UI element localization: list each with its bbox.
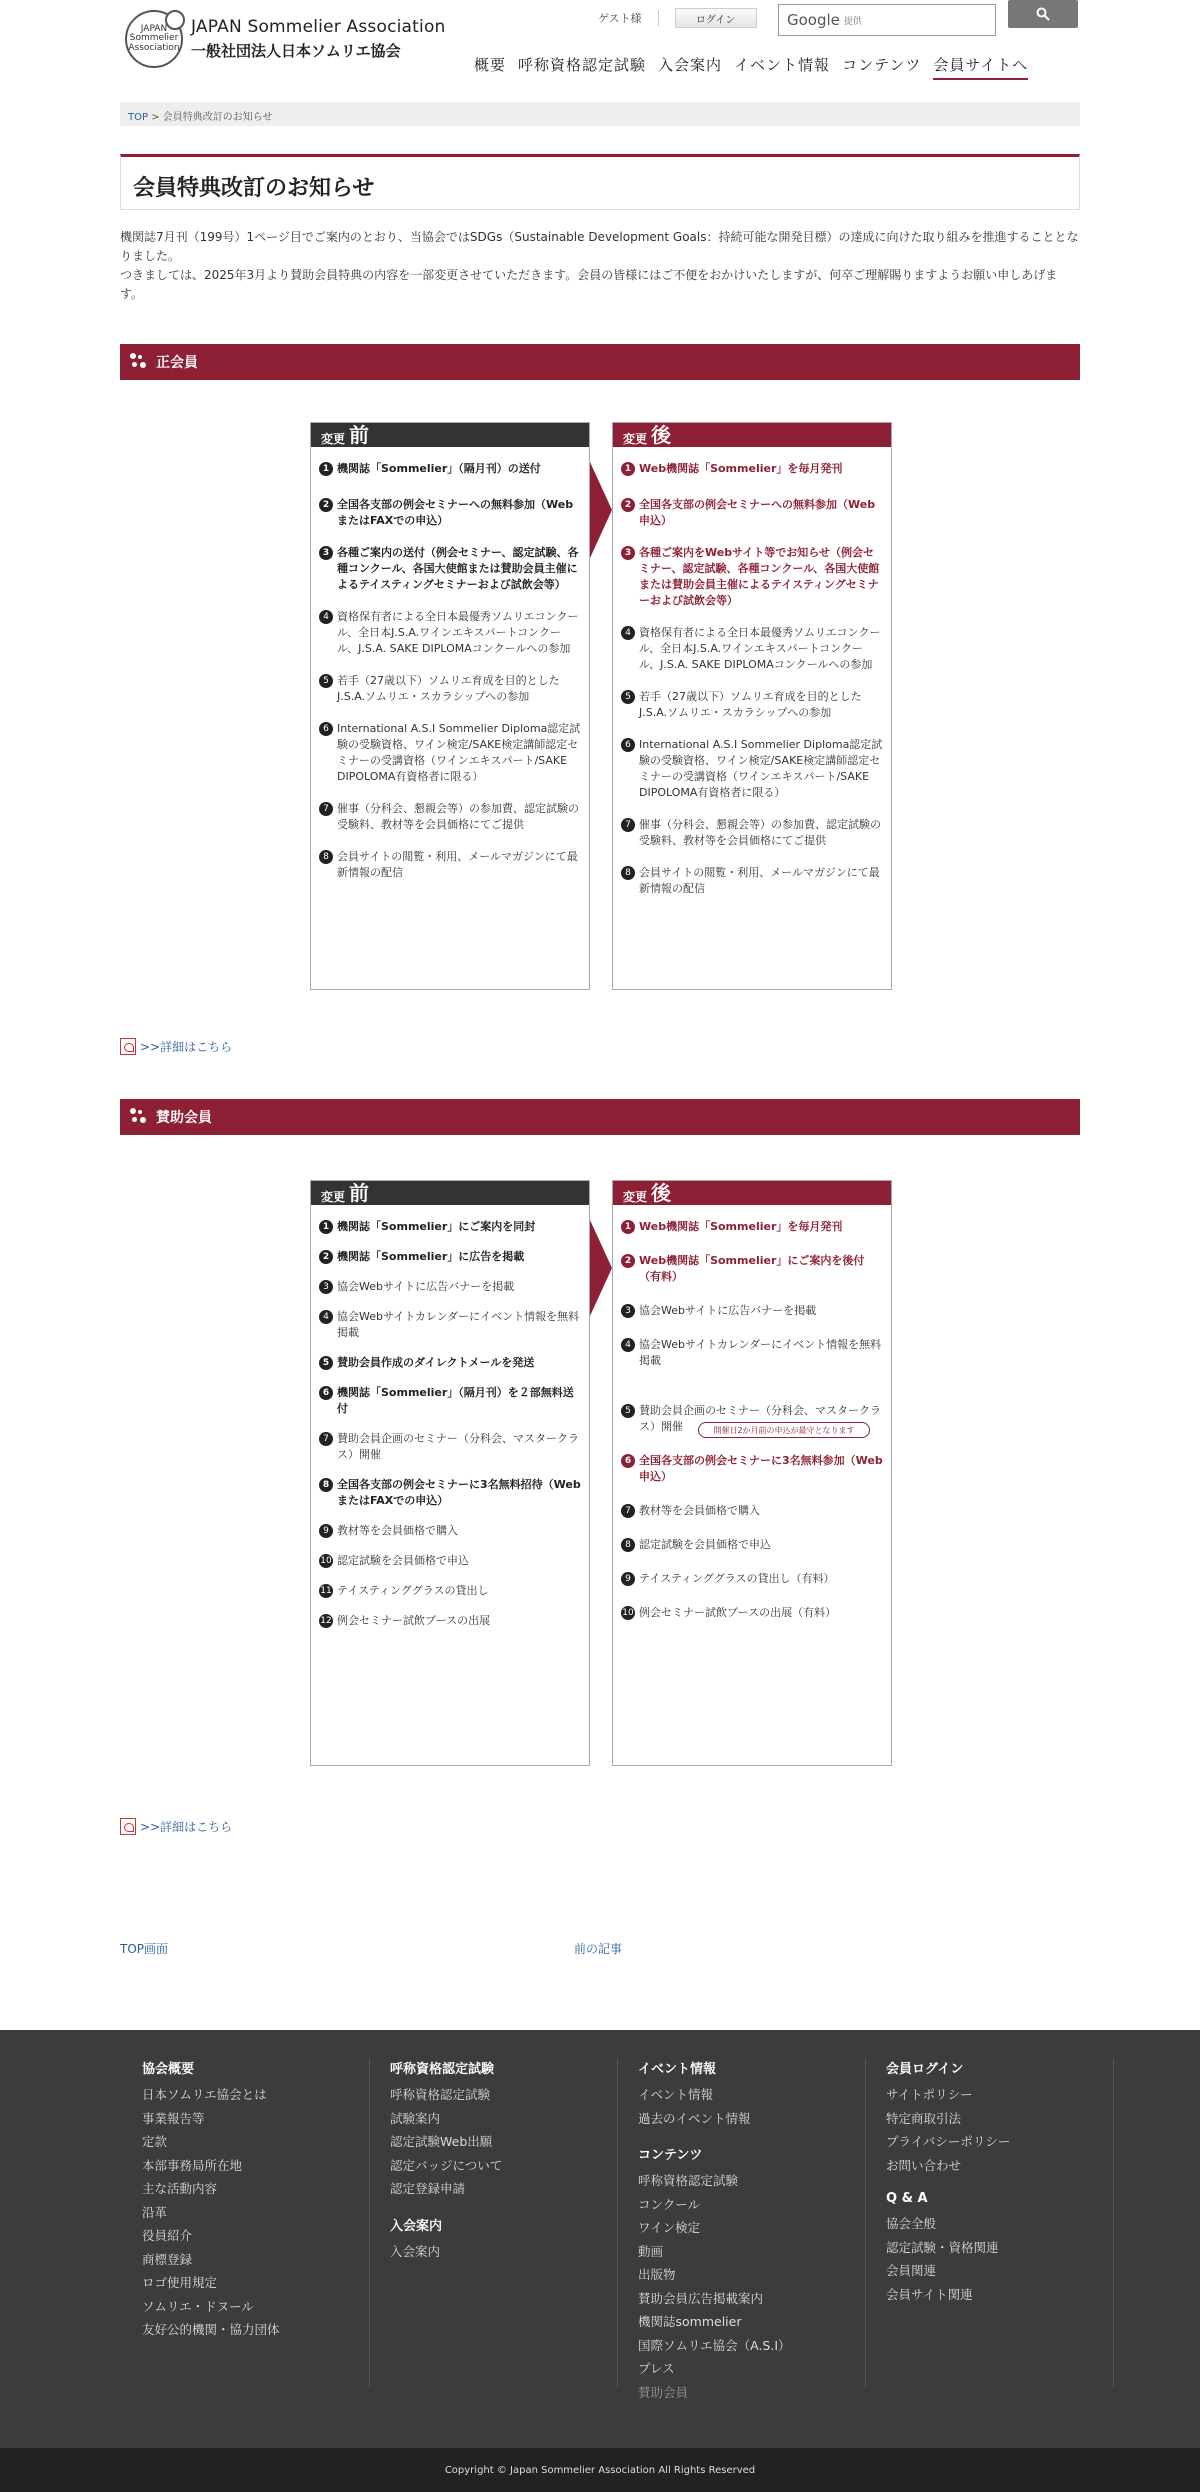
list-item <box>319 1219 581 1235</box>
list-item-text: 機関誌「Sommelier」（隔月刊）の送付 <box>337 462 541 475</box>
list-item <box>621 461 883 477</box>
footer-link[interactable]: 定款 <box>142 2134 168 2149</box>
number-badge: 8 <box>319 1478 333 1492</box>
list-item-text: 全国各支部の例会セミナーに3名無料参加（Web申込） <box>639 1454 883 1483</box>
number-badge: 3 <box>319 1280 333 1294</box>
list-item-text: 各種ご案内をWebサイト等でお知らせ（例会セミナー、認定試験、各種コンクール、各国大使館または賛助会員主催によるテイスティングセミナーおよび試飲会等） <box>639 546 880 607</box>
footer-col-about: 協会概要 日本ソムリエ協会とは 事業報告等 定款 本部事務局所在地 主な活動内容 沿革 役員紹介 商標登録 ロゴ使用規定 ソムリエ・ドヌール 友好公的機関・協力団体 <box>122 2058 370 2388</box>
number-badge: 5 <box>621 1404 635 1418</box>
footer-link[interactable]: 会員関連 <box>886 2263 937 2278</box>
footer-link[interactable]: 賛助会員 <box>638 2384 689 2400</box>
list-item <box>319 1249 581 1265</box>
list-item <box>319 609 581 657</box>
footer-col-events: イベント情報 イベント情報 過去のイベント情報 コンテンツ 呼称資格認定試験 コンクール ワイン検定 動画 出版物 賛助会員広告掲載案内 機関誌sommelier 国際ソムリエ協会（A.S.I） プレス 賛助会員 <box>618 2058 866 2388</box>
nav-item-contents[interactable]: コンテンツ <box>842 56 922 74</box>
footer-link[interactable]: 認定登録申請 <box>390 2181 466 2196</box>
footer-link[interactable]: 友好公的機関・協力団体 <box>142 2322 280 2337</box>
regular-after-panel: 変更 後 1 Web機関誌「Sommelier」を毎月発刊 2 全国各支部の例会セミナーへの無料参加（Web申込） 3 各種ご案内をWebサイト等でお知らせ（例会セミナー、認定試験、各種コンクール、各国大使館または賛助会員主催によるテイスティングセミナーおよび試飲会等） 4 資格保有者による全日本最優秀ソムリエコンクール、全日本J.S.A.ワインエキスパートコンクール、J.S.A. SAKE DIPLOMAコンクールへの参加 5 若手（27歳以下）ソムリエ育成を目的としたJ.S.A.ソムリエ・スカラシップへの参加 6 International A.S.I Sommelier Diploma認定試験の受験資格、ワイン検定/SAKE検定講師認定セミナーの受講資格（ワインエキスパート/SAKE DIPOLOMA有資格者に限る） 7 催事（分科会、懇親会等）の参加費、認定試験の受験料、教材等を会員価格にてご提供 8 会員サイトの閲覧・利用、メールマガジンにて最新情報の配信 <box>612 422 892 990</box>
arrow-icon <box>590 1220 612 1316</box>
nav-item-member-site[interactable]: 会員サイトへ <box>933 54 1028 80</box>
login-button[interactable]: ログイン <box>675 8 757 28</box>
list-item-text: 協会Webサイトに広告バナーを掲載 <box>337 1280 515 1293</box>
site-header <box>0 0 1200 90</box>
list-item-text: 機関誌「Sommelier」にご案内を同封 <box>337 1220 536 1233</box>
footer-link[interactable]: イベント情報 <box>638 2087 714 2102</box>
footer-link[interactable]: サイトポリシー <box>886 2087 973 2102</box>
footer-link[interactable]: 試験案内 <box>390 2110 441 2126</box>
number-badge: 10 <box>622 1608 634 1618</box>
list-item <box>319 721 581 785</box>
pdf-icon <box>120 1818 136 1835</box>
footer-link[interactable]: 呼称資格認定試験 <box>390 2087 491 2102</box>
list-item <box>319 849 581 881</box>
list-item-text: 教材等を会員価格で購入 <box>639 1504 760 1517</box>
number-badge: 8 <box>621 866 635 880</box>
list-item <box>621 1453 883 1485</box>
list-item-text: 例会セミナー試飲ブースの出展 <box>337 1614 491 1627</box>
footer-link[interactable]: ワイン検定 <box>638 2220 701 2235</box>
list-item-text: Web機関誌「Sommelier」にご案内を後付（有料） <box>639 1254 865 1283</box>
list-item <box>319 1431 581 1463</box>
list-item <box>319 1523 581 1539</box>
pager-top-link[interactable]: TOP画面 <box>120 1942 169 1956</box>
section-heading-supporting: 賛助会員 <box>120 1099 1080 1135</box>
nav-item-events[interactable]: イベント情報 <box>734 56 831 74</box>
list-item-text: 全国各支部の例会セミナーへの無料参加（Web申込） <box>639 498 876 527</box>
search-button[interactable] <box>1008 0 1078 28</box>
list-item-text: International A.S.I Sommelier Diploma認定試験の受験資格、ワイン検定/SAKE検定講師認定セミナーの受講資格（ワインエキスパート/SAKE DIPOLOMA有資格者に限る） <box>639 738 883 799</box>
number-badge: 1 <box>319 1220 333 1234</box>
logo-seal: JAPAN Sommelier Association <box>125 10 183 68</box>
list-item-text: 認定試験を会員価格で申込 <box>639 1538 771 1551</box>
number-badge: 5 <box>319 674 333 688</box>
list-item-text: 若手（27歳以下）ソムリエ育成を目的としたJ.S.A.ソムリエ・スカラシップへの参加 <box>337 674 560 703</box>
list-item-text: 賛助会員企画のセミナー（分科会、マスタークラス）開催 <box>639 1404 881 1433</box>
list-item-text: 若手（27歳以下）ソムリエ育成を目的としたJ.S.A.ソムリエ・スカラシップへの参加 <box>639 690 862 719</box>
footer-link[interactable]: 特定商取引法 <box>886 2110 962 2126</box>
number-badge: 2 <box>621 498 635 512</box>
footer-link[interactable]: プライバシーポリシー <box>886 2134 1011 2149</box>
list-item <box>621 625 883 673</box>
breadcrumb-current: 会員特典改訂のお知らせ <box>162 112 273 123</box>
number-badge: 6 <box>621 1454 635 1468</box>
page-title: 会員特典改訂のお知らせ <box>120 154 1080 210</box>
number-badge: 10 <box>320 1556 332 1566</box>
supporting-after-list <box>613 1205 891 1621</box>
number-badge: 12 <box>320 1616 332 1626</box>
number-badge: 11 <box>320 1586 332 1596</box>
list-item-text: テイスティンググラスの貸出し（有料） <box>639 1572 835 1585</box>
list-item-text: 協会Webサイトカレンダーにイベント情報を無料掲載 <box>639 1338 882 1367</box>
number-badge: 6 <box>621 738 635 752</box>
list-item <box>621 1337 883 1369</box>
list-item <box>621 1571 883 1587</box>
list-item <box>621 1537 883 1553</box>
list-item <box>319 1385 581 1417</box>
list-item-text: 催事（分科会、懇親会等）の参加費、認定試験の受験料、教材等を会員価格にてご提供 <box>337 802 579 831</box>
nav-item-exam[interactable]: 呼称資格認定試験 <box>518 56 647 74</box>
footer-link[interactable]: 事業報告等 <box>142 2110 205 2126</box>
footer-link[interactable]: ソムリエ・ドヌール <box>142 2298 254 2314</box>
number-badge: 7 <box>621 818 635 832</box>
search-placeholder: 提供 <box>843 16 862 27</box>
number-badge: 6 <box>319 722 333 736</box>
regular-before-list <box>311 447 589 881</box>
list-item-text: 資格保有者による全日本最優秀ソムリエコンクール、全日本J.S.A.ワインエキスパートコンクール、J.S.A. SAKE DIPLOMAコンクールへの参加 <box>639 626 881 671</box>
list-item-text: テイスティンググラスの貸出し <box>337 1584 489 1597</box>
notice-badge: 開催日2か月前の申込が最守となります <box>698 1422 870 1438</box>
global-nav <box>474 54 1040 80</box>
copyright: Copyright © Japan Sommelier Association All Rights Reserved <box>0 2448 1200 2492</box>
list-item <box>621 1605 883 1621</box>
footer-link[interactable]: 会員サイト関連 <box>886 2286 973 2302</box>
number-badge: 4 <box>621 626 635 640</box>
site-logo[interactable] <box>125 10 446 68</box>
section-heading-regular: 正会員 <box>120 344 1080 380</box>
logo-japanese: 一般社団法人日本ソムリエ協会 <box>191 42 401 60</box>
list-item-text: 協会Webサイトに広告バナーを掲載 <box>639 1304 817 1317</box>
intro-text: 機関誌7月刊（199号）1ページ目でご案内のとおり、当協会ではSDGs（Sustainable Development Goals：持続可能な開発目標）の達成に向けた取り組みを推進することとなりました。 つきましては、2025年3月より賛助会員特典の内容を一部変更させていただきます。会員の皆様にはご不便をおかけいたしますが、何卒ご理解賜りますようお願い申しあげます。 <box>120 230 1079 301</box>
list-item <box>621 689 883 721</box>
list-item <box>319 1613 581 1629</box>
supporting-before-list <box>311 1205 589 1629</box>
number-badge: 1 <box>621 1220 635 1234</box>
list-item-text: 資格保有者による全日本最優秀ソムリエコンクール、全日本J.S.A.ワインエキスパートコンクール、J.S.A. SAKE DIPLOMAコンクールへの参加 <box>337 610 579 655</box>
list-item-text: 例会セミナー試飲ブースの出展（有料） <box>639 1606 837 1619</box>
breadcrumb-top[interactable]: TOP <box>128 112 149 123</box>
list-item-text: 各種ご案内の送付（例会セミナー、認定試験、各種コンクール、各国大使館または賛助会員主催によるテイスティングセミナーおよび試飲会等） <box>337 546 579 591</box>
list-item <box>621 1303 883 1319</box>
number-badge: 3 <box>621 1304 635 1318</box>
footer-link[interactable]: 機関誌sommelier <box>638 2314 742 2329</box>
list-item <box>319 497 581 529</box>
number-badge: 7 <box>319 802 333 816</box>
number-badge: 3 <box>621 546 635 560</box>
list-item-text: Web機関誌「Sommelier」を毎月発刊 <box>639 1220 843 1233</box>
search-icon <box>1036 7 1050 21</box>
supporting-detail-link[interactable]: >>詳細はこちら <box>120 1818 232 1835</box>
number-badge: 5 <box>621 690 635 704</box>
supporting-after-panel: 変更 後 1 Web機関誌「Sommelier」を毎月発刊 2 Web機関誌「Sommelier」にご案内を後付（有料） 3 協会Webサイトに広告バナーを掲載 4 協会Webサイトカレンダーにイベント情報を無料掲載 5 賛助会員企画のセミナー（分科会、マスタークラス）開催 6 全国各支部の例会セミナーに3名無料参加（Web申込） 7 教材等を会員価格で購入 8 認定試験を会員価格で申込 9 テイスティンググラスの貸出し（有料） 10 例会セミナー試飲ブースの出展（有料） <box>612 1180 892 1766</box>
number-badge: 1 <box>319 462 333 476</box>
list-item-text: 機関誌「Sommelier」に広告を掲載 <box>337 1250 525 1263</box>
list-item-text: 全国各支部の例会セミナーへの無料参加（WebまたはFAXでの申込） <box>337 498 574 527</box>
list-item-text: 賛助会員企画のセミナー（分科会、マスタークラス）開催 <box>337 1432 579 1461</box>
logo-english: JAPAN Sommelier Association <box>191 17 446 37</box>
list-item-text: 教材等を会員価格で購入 <box>337 1524 458 1537</box>
footer-link[interactable]: 本部事務局所在地 <box>142 2157 243 2173</box>
list-item <box>319 801 581 833</box>
number-badge: 9 <box>319 1524 333 1538</box>
number-badge: 7 <box>621 1504 635 1518</box>
number-badge: 2 <box>319 1250 333 1264</box>
list-item-text: 全国各支部の例会セミナーに3名無料招待（WebまたはFAXでの申込） <box>337 1478 581 1507</box>
nav-item-overview[interactable]: 概要 <box>474 56 507 74</box>
list-item <box>621 1253 883 1285</box>
number-badge: 9 <box>621 1572 635 1586</box>
number-badge: 4 <box>319 1310 333 1324</box>
list-item <box>319 673 581 705</box>
footer-link[interactable]: 日本ソムリエ協会とは <box>142 2087 267 2102</box>
regular-after-list <box>613 447 891 897</box>
search-input[interactable] <box>778 4 996 36</box>
footer-link[interactable]: 動画 <box>638 2243 664 2259</box>
number-badge: 8 <box>621 1538 635 1552</box>
list-item <box>621 497 883 529</box>
list-item-text: International A.S.I Sommelier Diploma認定試験の受験資格、ワイン検定/SAKE検定講師認定セミナーの受講資格（ワインエキスパート/SAKE DIPOLOMA有資格者に限る） <box>337 722 581 783</box>
list-item-text: 認定試験を会員価格で申込 <box>337 1554 469 1567</box>
footer-link[interactable]: 認定試験Web出願 <box>390 2134 493 2149</box>
pdf-icon <box>120 1038 136 1055</box>
number-badge: 4 <box>621 1338 635 1352</box>
number-badge: 2 <box>621 1254 635 1268</box>
footer-link[interactable]: 認定試験・資格関連 <box>886 2239 999 2255</box>
footer-link[interactable]: 過去のイベント情報 <box>638 2110 751 2126</box>
list-item <box>319 545 581 593</box>
footer-link[interactable]: 呼称資格認定試験 <box>638 2173 739 2188</box>
list-item <box>621 865 883 897</box>
site-footer <box>0 2030 1200 2448</box>
list-item <box>319 461 581 477</box>
footer-link[interactable]: 入会案内 <box>390 2243 441 2259</box>
google-brand: Google <box>787 11 840 29</box>
footer-link[interactable]: 出版物 <box>638 2267 676 2282</box>
number-badge: 2 <box>319 498 333 512</box>
list-item-text: Web機関誌「Sommelier」を毎月発刊 <box>639 462 843 475</box>
footer-link[interactable]: コンクール <box>638 2196 701 2212</box>
breadcrumb: TOP > 会員特典改訂のお知らせ <box>120 102 1080 126</box>
number-badge: 8 <box>319 850 333 864</box>
pager-prev-link[interactable]: 前の記事 <box>574 1942 623 1956</box>
number-badge: 6 <box>319 1386 333 1400</box>
regular-before-panel: 変更 前 1 機関誌「Sommelier」（隔月刊）の送付 2 全国各支部の例会セミナーへの無料参加（WebまたはFAXでの申込） 3 各種ご案内の送付（例会セミナー、認定試験、各種コンクール、各国大使館または賛助会員主催によるテイスティングセミナーおよび試飲会等） 4 資格保有者による全日本最優秀ソムリエコンクール、全日本J.S.A.ワインエキスパートコンクール、J.S.A. SAKE DIPLOMAコンクールへの参加 5 若手（27歳以下）ソムリエ育成を目的としたJ.S.A.ソムリエ・スカラシップへの参加 6 International A.S.I Sommelier Diploma認定試験の受験資格、ワイン検定/SAKE検定講師認定セミナーの受講資格（ワインエキスパート/SAKE DIPOLOMA有資格者に限る） 7 催事（分科会、懇親会等）の参加費、認定試験の受験料、教材等を会員価格にてご提供 8 会員サイトの閲覧・利用、メールマガジンにて最新情報の配信 <box>310 422 590 990</box>
list-item <box>319 1553 581 1569</box>
list-item-text: 賛助会員作成のダイレクトメールを発送 <box>337 1356 535 1369</box>
footer-link[interactable]: 主な活動内容 <box>142 2181 218 2196</box>
list-item-text: 会員サイトの閲覧・利用、メールマガジンにて最新情報の配信 <box>337 850 578 879</box>
arrow-icon <box>590 462 612 558</box>
list-item <box>319 1477 581 1509</box>
dots-icon <box>130 1108 148 1126</box>
footer-link[interactable]: 役員紹介 <box>142 2228 193 2243</box>
dots-icon <box>130 353 148 371</box>
list-item-text: 機関誌「Sommelier」（隔月刊）を２部無料送付 <box>337 1386 574 1415</box>
list-item <box>621 545 883 609</box>
footer-link[interactable]: 沿革 <box>142 2204 168 2220</box>
supporting-before-panel: 変更 前 1 機関誌「Sommelier」にご案内を同封 2 機関誌「Sommelier」に広告を掲載 3 協会Webサイトに広告バナーを掲載 4 協会Webサイトカレンダーにイベント情報を無料掲載 5 賛助会員作成のダイレクトメールを発送 6 機関誌「Sommelier」（隔月刊）を２部無料送付 7 賛助会員企画のセミナー（分科会、マスタークラス）開催 8 全国各支部の例会セミナーに3名無料招待（WebまたはFAXでの申込） 9 教材等を会員価格で購入 10 認定試験を会員価格で申込 11 テイスティンググラスの貸出し 12 例会セミナー試飲ブースの出展 <box>310 1180 590 1766</box>
guest-label: ゲスト様 <box>598 10 659 26</box>
number-badge: 5 <box>319 1356 333 1370</box>
list-item-text: 協会Webサイトカレンダーにイベント情報を無料掲載 <box>337 1310 580 1339</box>
number-badge: 4 <box>319 610 333 624</box>
list-item <box>319 1583 581 1599</box>
list-item <box>319 1355 581 1371</box>
footer-link[interactable]: 協会全般 <box>886 2216 937 2231</box>
footer-col-member: 会員ログイン サイトポリシー 特定商取引法 プライバシーポリシー お問い合わせ Q & A 協会全般 認定試験・資格関連 会員関連 会員サイト関連 <box>866 2058 1114 2388</box>
list-item <box>319 1279 581 1295</box>
list-item <box>319 1309 581 1341</box>
list-item <box>621 1503 883 1519</box>
number-badge: 1 <box>621 462 635 476</box>
number-badge: 7 <box>319 1432 333 1446</box>
footer-link[interactable]: 賛助会員広告掲載案内 <box>638 2290 764 2306</box>
footer-col-exam: 呼称資格認定試験 呼称資格認定試験 試験案内 認定試験Web出願 認定バッジについて 認定登録申請 入会案内 入会案内 <box>370 2058 618 2388</box>
list-item-text: 催事（分科会、懇親会等）の参加費、認定試験の受験料、教材等を会員価格にてご提供 <box>639 818 881 847</box>
footer-link[interactable]: プレス <box>638 2361 675 2376</box>
list-item <box>621 737 883 801</box>
footer-link[interactable]: ロゴ使用規定 <box>142 2275 218 2290</box>
list-item-text: 会員サイトの閲覧・利用、メールマガジンにて最新情報の配信 <box>639 866 880 895</box>
footer-link[interactable]: お問い合わせ <box>886 2157 962 2173</box>
number-badge: 3 <box>319 546 333 560</box>
list-item <box>621 1219 883 1235</box>
footer-link[interactable]: 国際ソムリエ協会（A.S.I） <box>638 2337 791 2353</box>
footer-link[interactable]: 認定バッジについて <box>390 2157 503 2173</box>
regular-detail-link[interactable]: >>詳細はこちら <box>120 1038 232 1055</box>
nav-item-join[interactable]: 入会案内 <box>658 56 723 74</box>
footer-link[interactable]: 商標登録 <box>142 2251 193 2267</box>
list-item <box>621 817 883 849</box>
